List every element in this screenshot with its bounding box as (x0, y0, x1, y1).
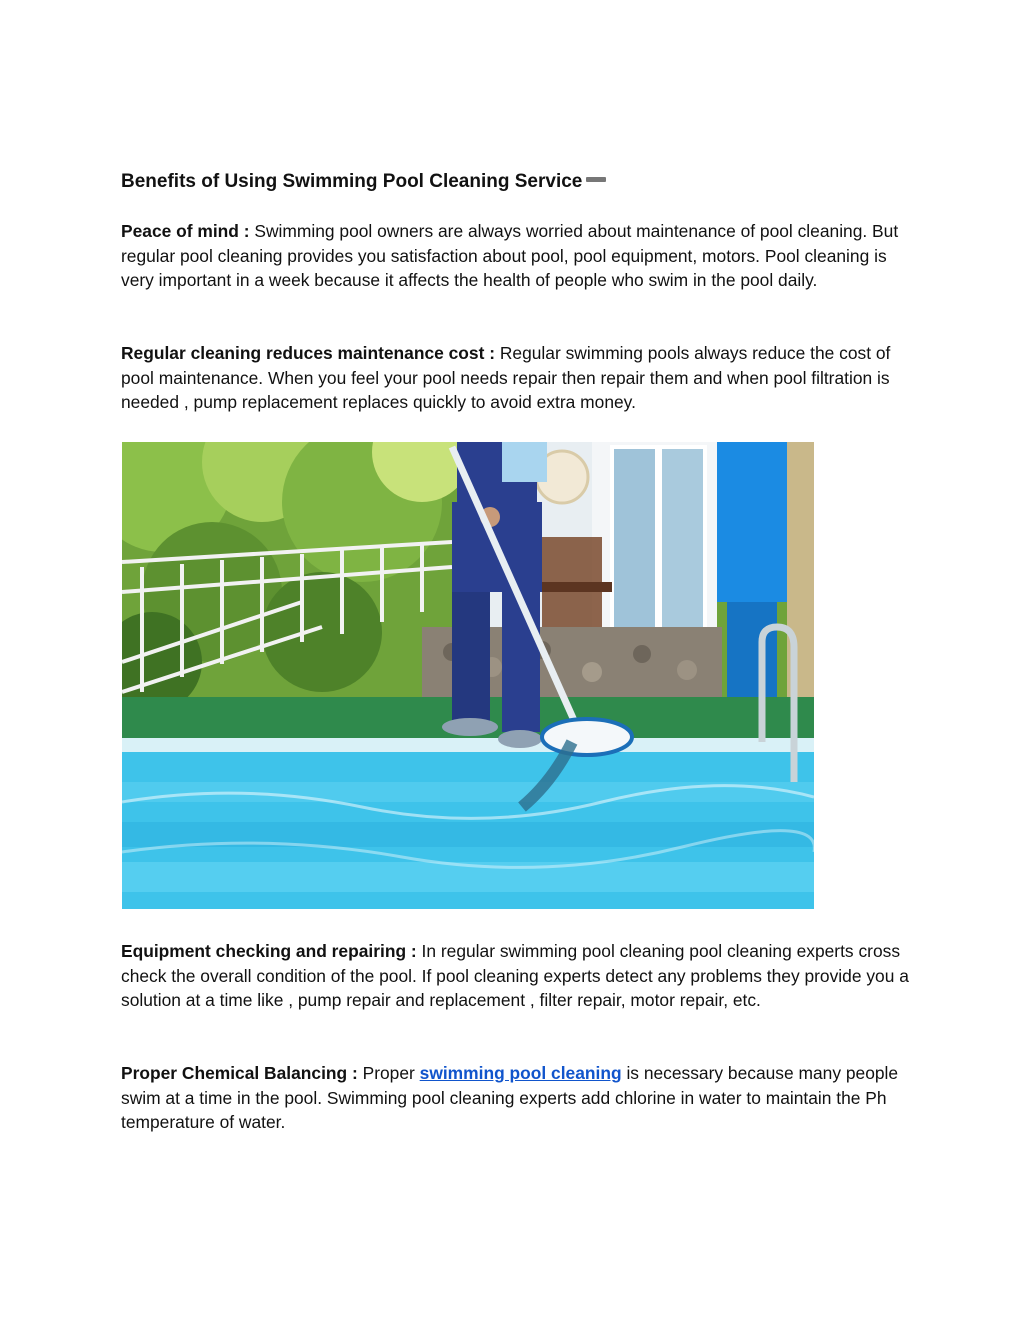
section-body: Swimming pool owners are always worried about maintenance of pool cleaning. But regular pool cleaning provides you satisfaction about pool, pool equipment, motors. Pool cleaning is very important in a week because it affects the health of people who swim in the pool daily. (121, 221, 899, 290)
section-maintenance-cost (121, 341, 911, 415)
section-chemical-balancing (121, 1061, 911, 1135)
page-title (121, 170, 606, 194)
pool-cleaning-photo (122, 442, 814, 909)
section-equipment-checking (121, 939, 911, 1013)
section-heading: Peace of mind : (121, 221, 250, 241)
page-title-text: Benefits of Using Swimming Pool Cleaning Service (121, 171, 583, 192)
section-body-before: Proper (357, 1063, 420, 1083)
section-heading: Regular cleaning reduces maintenance cost : (121, 343, 496, 363)
section-body-after: is necessary because many people swim at a time in the pool. Swimming pool cleaning experts add chlorine in water to maintain the Ph temperature of water. (121, 1063, 899, 1132)
section-body: Regular swimming pools always reduce the cost of pool maintenance. When you feel your pool needs repair then repair them and when pool filtration is needed , pump replacement replaces quickly to avoid extra money. (121, 343, 891, 412)
section-peace-of-mind (121, 219, 911, 293)
section-heading: Equipment checking and repairing : (121, 941, 417, 961)
section-body: In regular swimming pool cleaning pool cleaning experts cross check the overall condition of the pool. If pool cleaning experts detect any problems they provide you a solution at a time like , pump repair and replacement , filter repair, motor repair, etc. (121, 941, 909, 1010)
swimming-pool-cleaning-link[interactable]: swimming pool cleaning (419, 1063, 622, 1083)
dash-icon (586, 177, 606, 182)
section-heading: Proper Chemical Balancing : (121, 1063, 358, 1083)
